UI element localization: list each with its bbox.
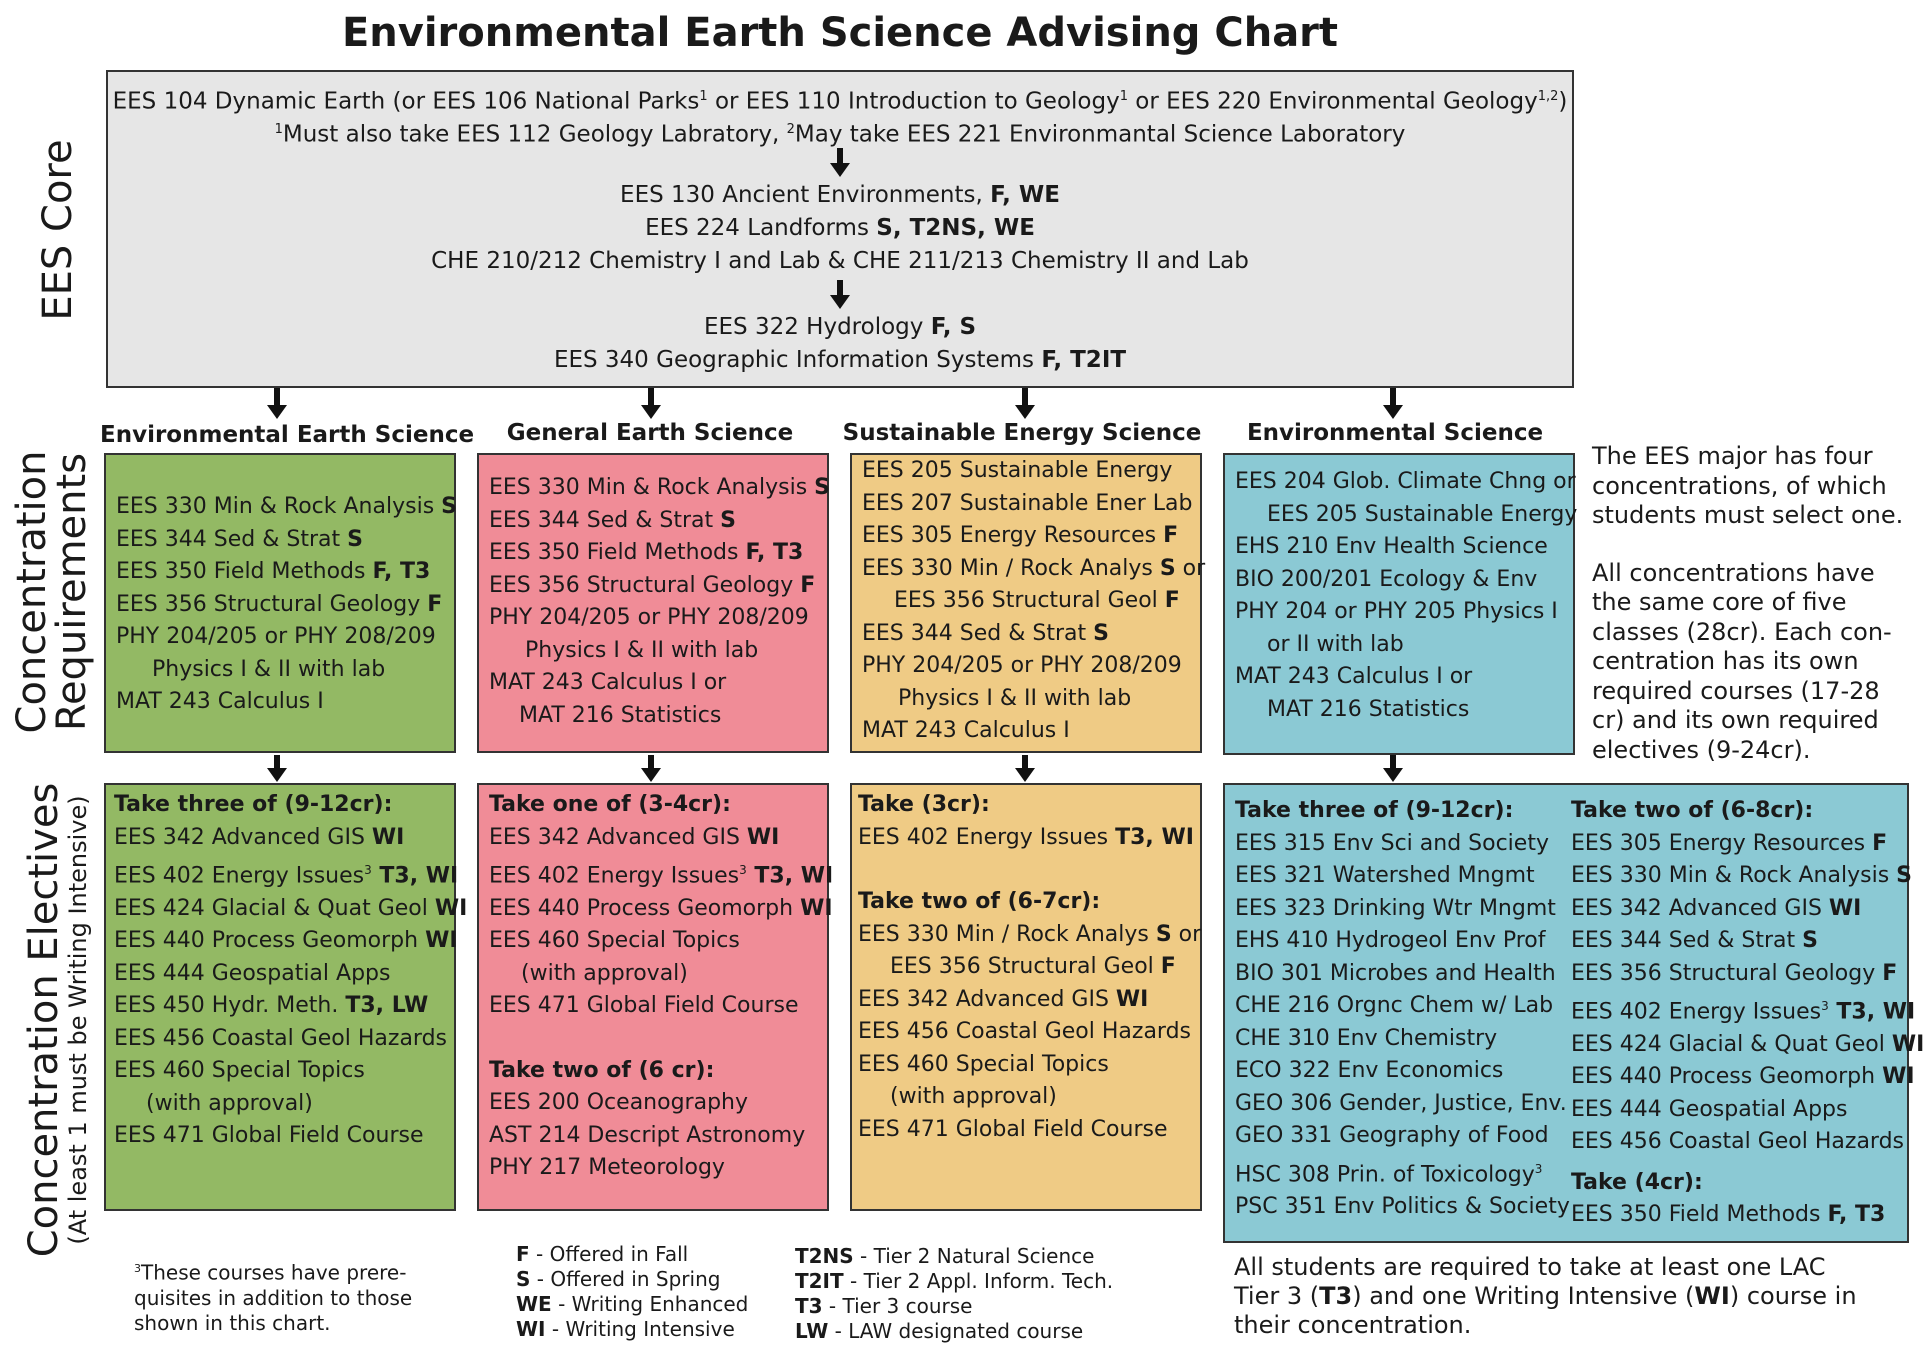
row-label-requirements <box>9 450 95 734</box>
row-label-electives <box>21 782 92 1258</box>
footnote-line: $^3$These courses have prere- <box>134 1260 407 1285</box>
core-line-4: EES 224 Landforms S, T2NS, WE <box>645 215 1035 241</box>
course-item: EES 424 Glacial & Quat Geol WI <box>114 895 468 921</box>
course-item: MAT 216 Statistics <box>519 702 722 728</box>
core-line-7: EES 340 Geographic Information Systems F, T2IT <box>553 347 1127 373</box>
course-item: MAT 216 Statistics <box>1267 696 1470 722</box>
elective-heading: Take two of (6-8cr): <box>1571 798 1814 823</box>
course-item: AST 214 Descript Astronomy <box>489 1122 806 1148</box>
course-item: EES 456 Coastal Geol Hazards <box>1571 1129 1905 1155</box>
course-item: EES 330 Min & Rock Analysis S <box>116 494 458 519</box>
concentration-title-general: General Earth Science <box>506 420 794 446</box>
course-item: EES 344 Sed & Strat S <box>116 526 363 552</box>
course-item: Physics I & II with lab <box>152 656 386 682</box>
course-item: PHY 217 Meteorology <box>489 1155 725 1181</box>
bottom-note-line: All students are required to take at least one LAC <box>1234 1253 1826 1281</box>
course-item: EES 402 Energy Issues$^3$ T3, WI <box>114 863 459 889</box>
core-line-5: CHE 210/212 Chemistry I and Lab & CHE 211/213 Chemistry II and Lab <box>431 248 1249 274</box>
course-item: EES 305 Energy Resources F <box>862 523 1179 548</box>
requirements-box-sustainable <box>850 453 1206 753</box>
side-note-line: concentrations, of which <box>1592 471 1887 500</box>
course-item: MAT 243 Calculus I or <box>1235 664 1473 689</box>
course-item: EES 456 Coastal Geol Hazards <box>858 1019 1192 1044</box>
side-note-line: required courses (17-28 <box>1592 676 1880 705</box>
row-label-requirements-line2: Requirements <box>49 452 95 732</box>
elective-heading: Take (3cr): <box>858 792 990 817</box>
row-label-electives-line2: (At least 1 must be Writing Intensive) <box>64 795 92 1245</box>
core-line-2: $^1$Must also take EES 112 Geology Labratory, $^2$May take EES 221 Environmantal Science Laboratory <box>274 121 1406 148</box>
course-item: EES 342 Advanced GIS WI <box>858 986 1149 1012</box>
course-item: CHE 216 Orgnc Chem w/ Lab <box>1235 993 1554 1018</box>
course-item: EES 342 Advanced GIS WI <box>489 824 780 850</box>
course-item: HSC 308 Prin. of Toxicology$^3$ <box>1235 1161 1543 1187</box>
course-item: EES 204 Glob. Climate Chng or <box>1235 469 1576 494</box>
course-item: EES 323 Drinking Wtr Mngmt <box>1235 895 1556 921</box>
row-label-core-text: EES Core <box>35 139 81 321</box>
electives-box-env-science <box>1223 783 1924 1243</box>
course-item: EES 440 Process Geomorph WI <box>489 895 833 921</box>
electives-box-general <box>477 783 834 1211</box>
course-item: EHS 210 Env Health Science <box>1235 534 1548 559</box>
legend-item: T2NS - Tier 2 Natural Science <box>795 1244 1095 1268</box>
course-item: EES 460 Special Topics <box>858 1051 1109 1077</box>
course-item: EES 440 Process Geomorph WI <box>1571 1064 1915 1090</box>
course-item: EES 356 Structural Geology F <box>489 572 816 598</box>
side-note-line: centration has its own <box>1592 647 1859 675</box>
side-note <box>1592 442 1912 765</box>
course-item: EES 471 Global Field Course <box>858 1116 1168 1142</box>
course-item: EHS 410 Hydrogeol Env Prof <box>1235 928 1546 953</box>
bottom-note-line: their concentration. <box>1234 1311 1472 1339</box>
course-item: PHY 204/205 or PHY 208/209 <box>489 605 809 630</box>
course-item: EES 315 Env Sci and Society <box>1235 830 1549 856</box>
side-note-line: All concentrations have <box>1592 558 1875 587</box>
legend-item: T2IT - Tier 2 Appl. Inform. Tech. <box>795 1269 1114 1293</box>
legend-left <box>516 1242 748 1342</box>
course-item: EES 321 Watershed Mngmt <box>1235 863 1535 888</box>
course-item: EES 350 Field Methods F, T3 <box>1571 1202 1886 1228</box>
course-item: (with approval) <box>146 1090 313 1116</box>
course-item: MAT 243 Calculus I <box>116 689 324 714</box>
side-note-line: students must select one. <box>1592 501 1904 529</box>
legend-item: T3 - Tier 3 course <box>795 1294 973 1318</box>
course-item: EES 402 Energy Issues T3, WI <box>858 824 1194 850</box>
core-line-3: EES 130 Ancient Environments, F, WE <box>620 182 1060 208</box>
course-item: EES 342 Advanced GIS WI <box>1571 895 1862 921</box>
legend-item: WE - Writing Enhanced <box>516 1292 749 1316</box>
legend-item: S - Offered in Spring <box>516 1267 721 1291</box>
course-item: (with approval) <box>890 1084 1057 1109</box>
electives-column-left <box>1235 795 1570 1224</box>
course-item: Physics I & II with lab <box>525 637 759 663</box>
legend-item: WI - Writing Intensive <box>516 1317 735 1341</box>
core-line-1: EES 104 Dynamic Earth (or EES 106 National Parks$^1$ or EES 110 Introduction to Geology$^1$ or EES 220 Environmental Geology$^{1,2}$) <box>112 88 1568 115</box>
course-item: MAT 243 Calculus I or <box>489 670 727 695</box>
course-item: EES 456 Coastal Geol Hazards <box>114 1025 448 1051</box>
bottom-note <box>1234 1253 1857 1340</box>
course-item: EES 342 Advanced GIS WI <box>114 824 405 850</box>
course-item: EES 356 Structural Geol F <box>894 588 1180 613</box>
course-item: PSC 351 Env Politics & Society <box>1235 1194 1570 1220</box>
course-item: EES 350 Field Methods F, T3 <box>116 559 431 584</box>
course-item: EES 450 Hydr. Meth. T3, LW <box>114 993 429 1019</box>
course-item: PHY 204 or PHY 205 Physics I <box>1235 599 1558 624</box>
footnote-line: shown in this chart. <box>134 1310 331 1335</box>
course-item: GEO 306 Gender, Justice, Env. <box>1235 1090 1567 1116</box>
course-item: EES 330 Min & Rock Analysis S <box>489 475 831 500</box>
elective-heading: Take two of (6 cr): <box>489 1057 715 1083</box>
requirements-box-env-science <box>1223 453 1578 755</box>
requirements-box-general <box>477 453 829 753</box>
course-item: EES 330 Min & Rock Analysis S <box>1571 863 1913 888</box>
legend-right <box>795 1244 1113 1344</box>
elective-heading: Take one of (3-4cr): <box>489 792 731 817</box>
legend-item: LW - LAW designated course <box>795 1319 1084 1343</box>
course-item: EES 205 Sustainable Energy <box>862 458 1173 483</box>
footnote <box>134 1256 412 1336</box>
side-note-line: The EES major has four <box>1592 442 1873 470</box>
core-line-6: EES 322 Hydrology F, S <box>703 314 977 340</box>
course-item: EES 205 Sustainable Energy <box>1267 501 1578 527</box>
concentration-title-env-science: Environmental Science <box>1246 420 1544 446</box>
page-title: Environmental Earth Science Advising Chart <box>341 10 1339 56</box>
concentration-title-sustainable: Sustainable Energy Science <box>842 420 1202 446</box>
elective-heading: Take three of (9-12cr): <box>114 792 393 817</box>
course-item: (with approval) <box>521 960 688 986</box>
side-note-line: classes (28cr). Each con- <box>1592 617 1892 646</box>
course-item: MAT 243 Calculus I <box>862 718 1070 743</box>
side-note-line: the same core of five <box>1592 588 1847 616</box>
electives-column-right <box>1571 795 1924 1232</box>
course-item: EES 460 Special Topics <box>114 1058 365 1084</box>
course-item: EES 330 Min / Rock Analys S or <box>858 921 1202 947</box>
row-label-electives-line1: Concentration Electives <box>21 782 67 1258</box>
course-item: PHY 204/205 or PHY 208/209 <box>116 624 436 649</box>
course-item: EES 444 Geospatial Apps <box>1571 1096 1848 1122</box>
course-item: EES 330 Min / Rock Analys S or <box>862 555 1206 581</box>
side-note-line: cr) and its own required <box>1592 706 1879 734</box>
legend-item: F - Offered in Fall <box>516 1242 689 1266</box>
course-item: EES 424 Glacial & Quat Geol WI <box>1571 1031 1924 1057</box>
row-label-core <box>35 139 81 321</box>
course-item: EES 471 Global Field Course <box>489 993 799 1019</box>
course-item: EES 356 Structural Geology F <box>1571 960 1898 986</box>
course-item: EES 200 Oceanography <box>489 1090 748 1116</box>
row-label-requirements-line1: Concentration <box>9 450 55 734</box>
course-item: Physics I & II with lab <box>898 685 1132 711</box>
course-item: EES 344 Sed & Strat S <box>489 507 736 533</box>
course-item: EES 350 Field Methods F, T3 <box>489 540 804 565</box>
course-item: BIO 301 Microbes and Health <box>1235 960 1556 986</box>
course-item: EES 444 Geospatial Apps <box>114 960 391 986</box>
course-item: EES 402 Energy Issues$^3$ T3, WI <box>489 863 834 889</box>
course-item: PHY 204/205 or PHY 208/209 <box>862 653 1182 678</box>
course-item: EES 402 Energy Issues$^3$ T3, WI <box>1571 999 1916 1025</box>
course-item: ECO 322 Env Economics <box>1235 1058 1504 1083</box>
elective-heading: Take two of (6-7cr): <box>858 889 1101 914</box>
requirements-box-env-earth <box>104 453 456 753</box>
bottom-note-line: Tier 3 (T3) and one Writing Intensive (WI) course in <box>1234 1282 1857 1310</box>
elective-heading: Take three of (9-12cr): <box>1235 798 1514 823</box>
course-item: EES 471 Global Field Course <box>114 1123 424 1149</box>
course-item: EES 460 Special Topics <box>489 928 740 954</box>
course-item: EES 207 Sustainable Ener Lab <box>862 490 1193 516</box>
course-item: EES 356 Structural Geol F <box>890 954 1176 979</box>
concentration-title-env-earth: Environmental Earth Science <box>100 422 475 448</box>
course-item: or II with lab <box>1267 631 1404 657</box>
electives-box-env-earth <box>104 783 468 1211</box>
course-item: GEO 331 Geography of Food <box>1235 1123 1549 1148</box>
course-item: EES 356 Structural Geology F <box>116 591 443 617</box>
course-item: EES 305 Energy Resources F <box>1571 830 1888 856</box>
core-box <box>106 70 1574 388</box>
side-note-line: electives (9-24cr). <box>1592 735 1811 764</box>
course-item: BIO 200/201 Ecology & Env <box>1235 566 1538 592</box>
elective-heading: Take (4cr): <box>1571 1169 1703 1195</box>
electives-box-sustainable <box>850 783 1202 1211</box>
course-item: EES 440 Process Geomorph WI <box>114 928 458 954</box>
course-item: EES 344 Sed & Strat S <box>1571 928 1818 953</box>
course-item: CHE 310 Env Chemistry <box>1235 1025 1498 1051</box>
course-item: EES 344 Sed & Strat S <box>862 620 1109 646</box>
footnote-line: quisites in addition to those <box>134 1285 413 1310</box>
